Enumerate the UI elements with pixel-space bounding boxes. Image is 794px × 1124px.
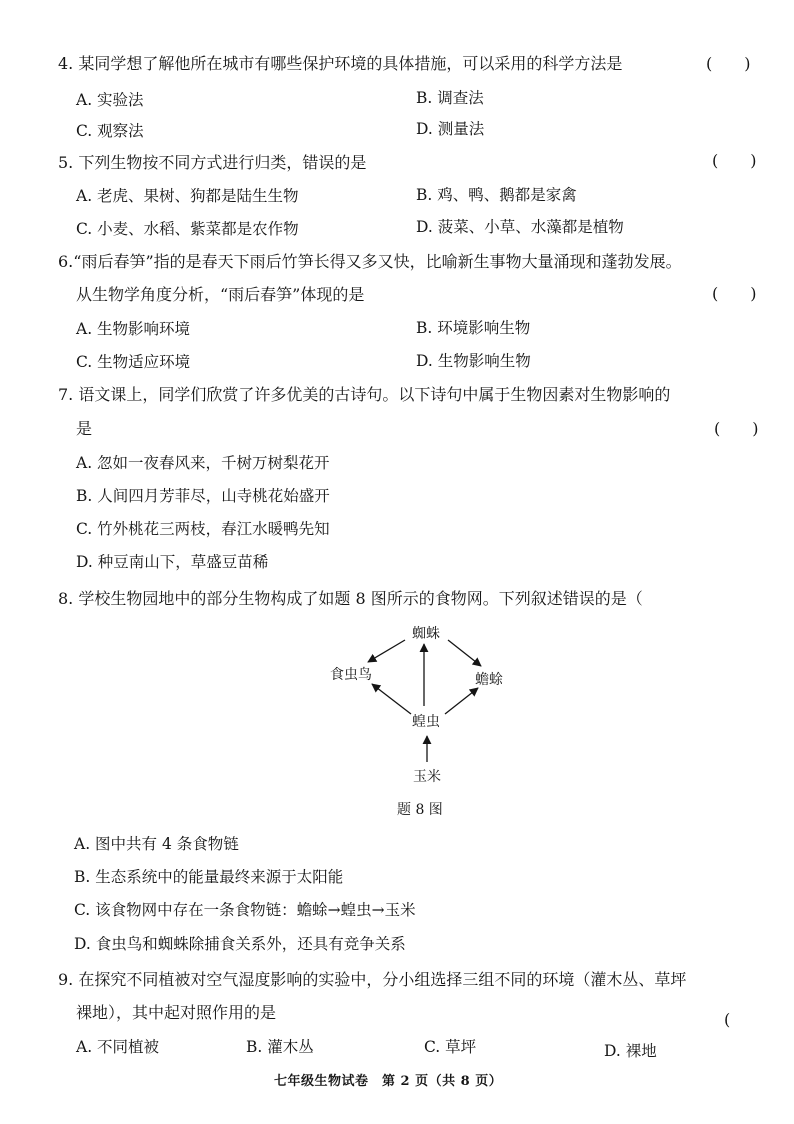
q6-option-c: C. 生物适应环境 [76,353,191,371]
q8-option-d: D. 食虫鸟和蜘蛛除捕食关系外，还具有竞争关系 [74,935,406,953]
q4-option-d: D. 测量法 [416,120,485,138]
q6-answer-bracket: ( ) [712,284,757,303]
q6-option-a: A. 生物影响环境 [76,320,191,338]
q7-stem-line1: 7. 语文课上，同学们欣赏了许多优美的古诗句。以下诗句中属于生物因素对生物影响的 [58,385,671,404]
q5-option-a: A. 老虎、果树、狗都是陆生生物 [76,187,299,205]
node-corn: 玉米 [413,769,441,785]
q8-option-c: C. 该食物网中存在一条食物链：蟾蜍→蝗虫→玉米 [74,901,416,919]
q9-option-b: B. 灌木丛 [246,1038,314,1056]
node-spider: 蜘蛛 [412,626,440,642]
q6-option-d: D. 生物影响生物 [416,352,531,370]
q8-option-b: B. 生态系统中的能量最终来源于太阳能 [74,868,344,886]
q4-option-c: C. 观察法 [76,122,144,140]
q9-option-c: C. 草坪 [424,1038,477,1056]
q7-option-d: D. 种豆南山下，草盛豆苗稀 [76,553,269,571]
arrow-locust-to-toad [445,688,478,714]
node-locust: 蝗虫 [412,714,440,730]
q4-option-b: B. 调查法 [416,89,484,107]
q6-stem-line1: 6.“雨后春笋”指的是春天下雨后竹笋长得又多又快，比喻新生事物大量涌现和蓬勃发展。 [58,252,682,271]
q5-option-c: C. 小麦、水稻、紫菜都是农作物 [76,220,299,238]
q5-option-b: B. 鸡、鸭、鹅都是家禽 [416,186,577,204]
q7-option-a: A. 忽如一夜春风来，千树万树梨花开 [76,454,330,472]
q7-stem-line2: 是 [76,419,93,438]
q4-answer-bracket: ( ) [706,54,751,73]
q5-answer-bracket: ( ) [712,151,757,170]
q8-stem: 8. 学校生物园地中的部分生物构成了如题 8 图所示的食物网。下列叙述错误的是（ [58,589,643,608]
q5-option-d: D. 菠菜、小草、水藻都是植物 [416,218,624,236]
figure-8-caption: 题 8 图 [397,802,443,818]
q9-stem-line1: 9. 在探究不同植被对空气湿度影响的实验中，分小组选择三组不同的环境（灌木丛、草坪 [58,970,687,989]
arrow-spider-to-bird [368,640,405,662]
q9-option-a: A. 不同植被 [76,1038,160,1056]
q7-option-c: C. 竹外桃花三两枝，春江水暖鸭先知 [76,520,330,538]
q6-option-b: B. 环境影响生物 [416,319,531,337]
q5-stem: 5. 下列生物按不同方式进行归类，错误的是 [58,153,367,172]
q6-stem-line2: 从生物学角度分析，“雨后春笋”体现的是 [76,285,365,304]
node-toad: 蟾蜍 [475,672,503,688]
q7-option-b: B. 人间四月芳菲尽，山寺桃花始盛开 [76,487,330,505]
arrow-locust-to-bird [372,684,411,714]
arrow-spider-to-toad [448,640,481,666]
node-insectivorous-bird: 食虫鸟 [330,667,372,683]
q7-answer-bracket: ( ) [714,419,759,438]
q8-option-a: A. 图中共有 4 条食物链 [74,835,239,853]
q9-option-d: D. 裸地 [604,1042,657,1060]
q4-option-a: A. 实验法 [76,91,144,109]
q4-stem: 4. 某同学想了解他所在城市有哪些保护环境的具体措施，可以采用的科学方法是 [58,54,623,73]
q9-stem-line2: 裸地），其中起对照作用的是 [76,1003,277,1022]
page-footer: 七年级生物试卷 第 2 页（共 8 页） [274,1074,503,1089]
q9-answer-bracket: ( [724,1010,731,1029]
